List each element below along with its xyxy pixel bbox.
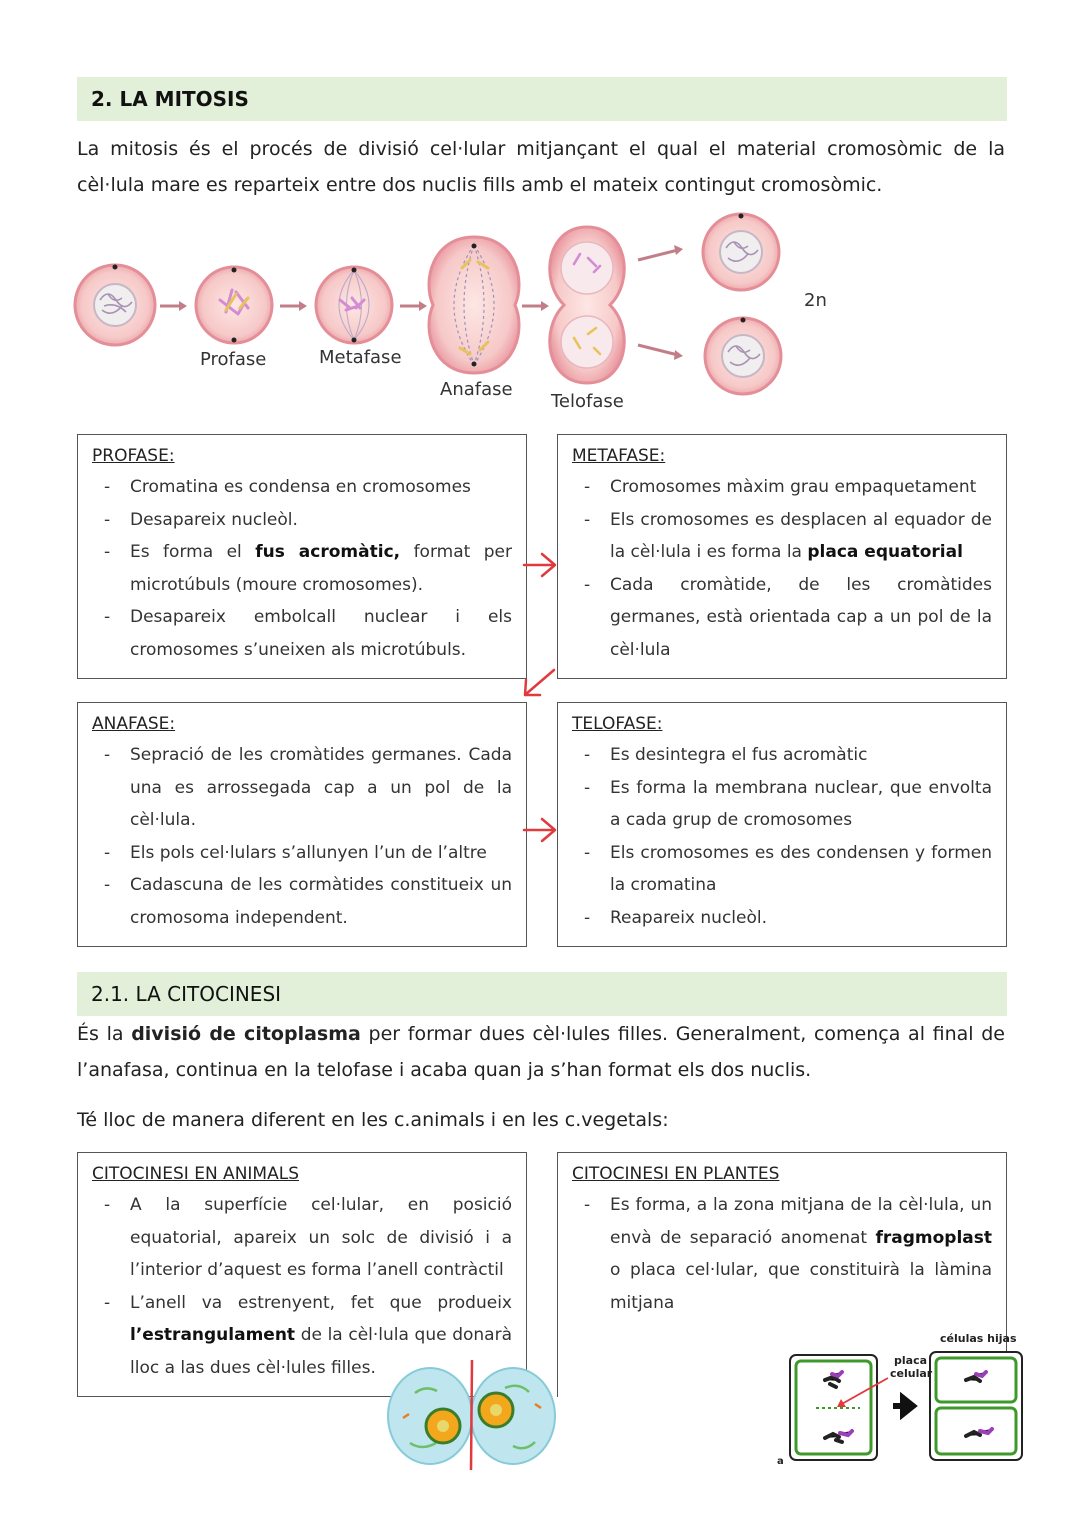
telofase-title: TELOFASE: <box>572 714 663 734</box>
mitosis-intro: La mitosis és el procés de divisió cel·lular mitjançant el qual el material cromosòmic de la cèl·lula mare es reparteix entre dos nuclis fills amb el mateix contingut cromosòmic. <box>77 138 1005 196</box>
animals-title: CITOCINESI EN ANIMALS <box>92 1164 299 1184</box>
anafase-cell <box>429 237 519 373</box>
daughter-cell-bottom <box>705 318 781 395</box>
subsection-title: 2.1. LA CITOCINESI <box>91 982 282 1006</box>
metafase-title: METAFASE: <box>572 446 666 466</box>
citocinesi-note: Té lloc de manera diferent en les c.animals i en les c.vegetals: <box>77 1109 669 1131</box>
label-metafase: Metafase <box>319 347 402 368</box>
list-item: - Cadascuna de les cormàtides constitueix un cromosoma independent. <box>92 869 512 934</box>
arrow-right-icon <box>520 548 560 578</box>
list-item: - Es forma la membrana nuclear, que envolta a cada grup de cromosomes <box>572 772 992 837</box>
interphase-cell <box>75 265 155 346</box>
metafase-list <box>572 471 992 666</box>
profase-cell <box>196 267 272 343</box>
list-item: - L’anell va estrenyent, fet que produeix l’estrangulament de la cèl·lula que donarà lloc a las dues cèl·lules filles. <box>92 1287 512 1385</box>
animals-list <box>92 1189 512 1384</box>
anafase-list <box>92 739 512 934</box>
telofase-list <box>572 739 992 934</box>
subsection-heading <box>77 972 1007 1016</box>
anafase-box <box>77 702 527 947</box>
label-plate-1: placa <box>894 1354 928 1367</box>
list-item: - Cada cromàtide, de les cromàtides germanes, està orientada cap a un pol de la cèl·lula <box>572 569 992 667</box>
citocinesi-intro: És la divisió de citoplasma per formar dues cèl·lules filles. Generalment, comença al final de l’anafasa, continua en la telofase i acaba quan ja s’han format els dos nuclis. <box>77 1023 1006 1081</box>
list-item: - Desapareix embolcall nuclear i els cromosomes s’uneixen als microtúbuls. <box>92 601 512 666</box>
label-panel-letter: a <box>777 1456 784 1467</box>
telofase-cell <box>550 227 625 383</box>
label-telofase: Telofase <box>551 391 624 412</box>
list-item: - Cromatina es condensa en cromosomes <box>92 471 512 504</box>
plants-list <box>572 1189 992 1319</box>
list-item: - Es forma, a la zona mitjana de la cèl·lula, un envà de separació anomenat fragmoplast o placa cel·lular, que constituirà la làmina mitjana <box>572 1189 992 1319</box>
plant-cytokinesis-figure <box>770 1328 1032 1470</box>
label-daughter-cells: células hijas <box>940 1332 1017 1345</box>
arrow-right-icon <box>520 815 560 845</box>
list-item: - Desapareix nucleòl. <box>92 504 512 537</box>
list-item: - Els cromosomes es des condensen y formen la cromatina <box>572 837 992 902</box>
label-ploidy: 2n <box>804 290 827 311</box>
metafase-box <box>557 434 1007 679</box>
profase-list <box>92 471 512 666</box>
label-plate-2: celular <box>890 1367 933 1380</box>
list-item: - Es desintegra el fus acromàtic <box>572 739 992 772</box>
arrow-down-left-icon <box>518 666 558 700</box>
list-item: - Cromosomes màxim grau empaquetament <box>572 471 992 504</box>
anafase-title: ANAFASE: <box>92 714 176 734</box>
plants-title: CITOCINESI EN PLANTES <box>572 1164 780 1184</box>
telofase-box <box>557 702 1007 947</box>
label-anafase: Anafase <box>440 379 513 400</box>
daughter-cell-top <box>703 214 779 291</box>
profase-box <box>77 434 527 679</box>
animal-cytokinesis-figure <box>385 1358 560 1478</box>
label-profase: Profase <box>200 349 267 370</box>
section-title: 2. LA MITOSIS <box>91 87 249 111</box>
metafase-cell <box>316 267 392 343</box>
list-item: - Els pols cel·lulars s’allunyen l’un de l’altre <box>92 837 512 870</box>
section-heading <box>77 77 1007 121</box>
list-item: - Els cromosomes es desplacen al equador de la cèl·lula i es forma la placa equatorial <box>572 504 992 569</box>
list-item: - Sepració de les cromàtides germanes. Cada una es arrossegada cap a un pol de la cèl·lula. <box>92 739 512 837</box>
profase-title: PROFASE: <box>92 446 175 466</box>
list-item: - Es forma el fus acromàtic, format per microtúbuls (moure cromosomes). <box>92 536 512 601</box>
list-item: - Reapareix nucleòl. <box>572 902 992 935</box>
list-item: - A la superfície cel·lular, en posició equatorial, apareix un solc de divisió i a l’interior d’aquest es forma l’anell contràctil <box>92 1189 512 1287</box>
